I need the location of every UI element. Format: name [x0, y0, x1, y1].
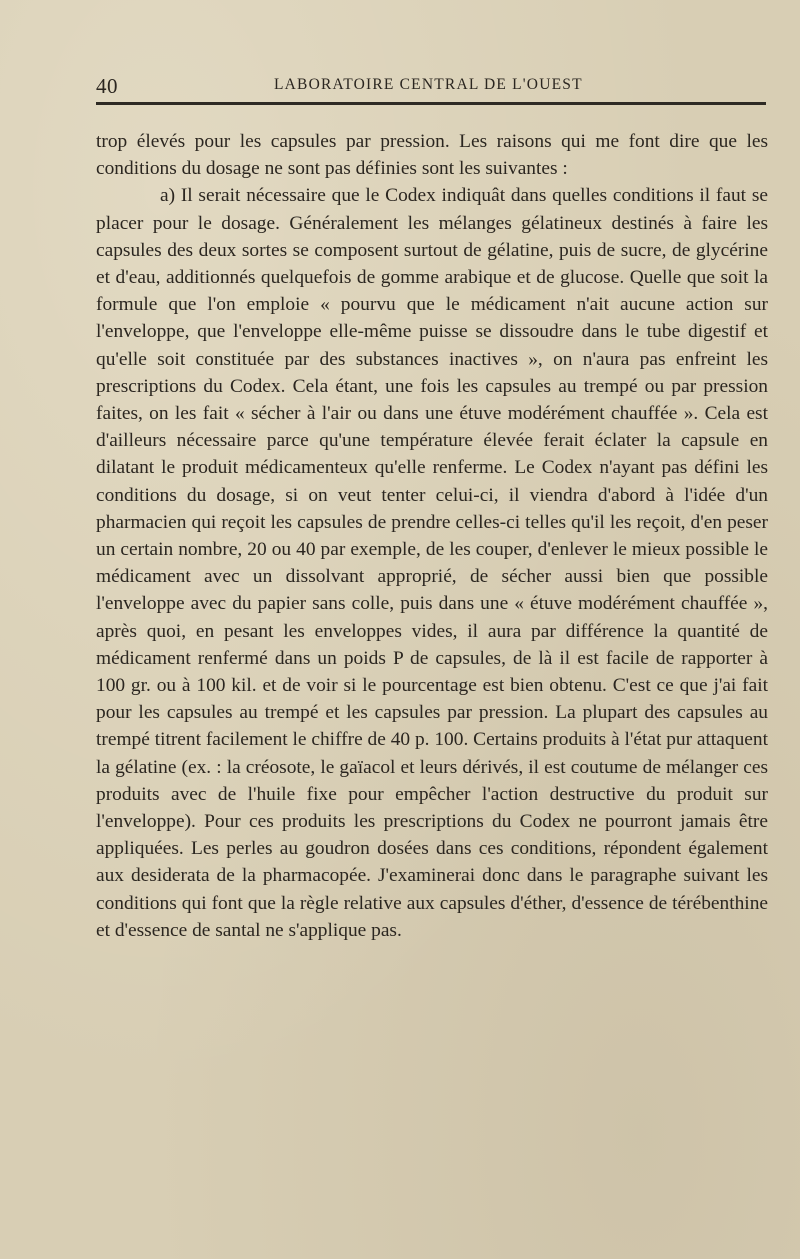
paragraph: trop élevés pour les capsules par pression. Les raisons qui me font dire que les conditions du dosage ne sont pas définies sont les suivantes :: [96, 131, 768, 180]
running-title: LABORATOIRE CENTRAL DE L'OUEST: [274, 76, 583, 93]
page-number: 40: [96, 74, 118, 98]
paragraph: a) Il serait nécessaire que le Codex indiquât dans quelles conditions il faut se placer pour le dosage. Généralement les mélanges gélatineux destinés à faire les capsules des deux sortes se composent surtout de gélatine, puis de sucre, de glycérine et d'eau, additionnés quelquefois de gomme arabique et de glucose. Quelle que soit la formule que l'on emploie « pourvu que le médicament n'ait aucune action sur l'enveloppe, que l'enveloppe elle-même puisse se dissoudre dans le tube digestif et qu'elle soit constituée par des substances inactives », on n'aura pas enfreint les prescriptions du Codex. Cela étant, une fois les capsules au trempé ou par pression faites, on les fait « sécher à l'air ou dans une étuve modérément chauffée ». Cela est d'ailleurs nécessaire parce qu'une température élevée ferait éclater la capsule en dilatant le produit médicamenteux qu'elle renferme. Le Codex n'ayant pas défini les conditions du dosage, si on veut tenter celui-ci, il viendra d'abord à l'idée d'un pharmacien qui reçoit les capsules de prendre celles-ci telles qu'il les reçoit, d'en peser un certain nombre, 20 ou 40 par exemple, de les couper, d'enlever le mieux possible le médicament avec un dissolvant approprié, de sécher aussi bien que possible l'enveloppe avec du papier sans colle, puis dans une « étuve modérément chauffée », après quoi, en pesant les enveloppes vides, il aura par différence la quantité de médicament renfermé dans un poids P de capsules, de là il est facile de rapporter à 100 gr. ou à 100 kil. et de voir si le pourcentage est bien obtenu. C'est ce que j'ai fait pour les capsules au trempé et les capsules par pression. La plupart des capsules au trempé titrent facilement le chiffre de 40 p. 100. Certains produits à l'état pur attaquent la gélatine (ex. : la créosote, le gaïacol et leurs dérivés, il est coutume de mélanger ces produits avec de l'huile fixe pour empêcher l'action destructive du produit sur l'enveloppe). Pour ces produits les prescriptions du Codex ne pourront jamais être appliquées. Les perles au goudron dosées dans ces conditions, répondent également aux desiderata de la pharmacopée. J'examinerai donc dans le paragraphe suivant les conditions qui font que la règle relative aux capsules d'éther, d'essence de térébenthine et d'essence de santal ne s'applique pas.: [96, 185, 768, 941]
page-header: [96, 70, 766, 104]
body-text: [96, 128, 768, 944]
header-rule: [96, 102, 766, 105]
